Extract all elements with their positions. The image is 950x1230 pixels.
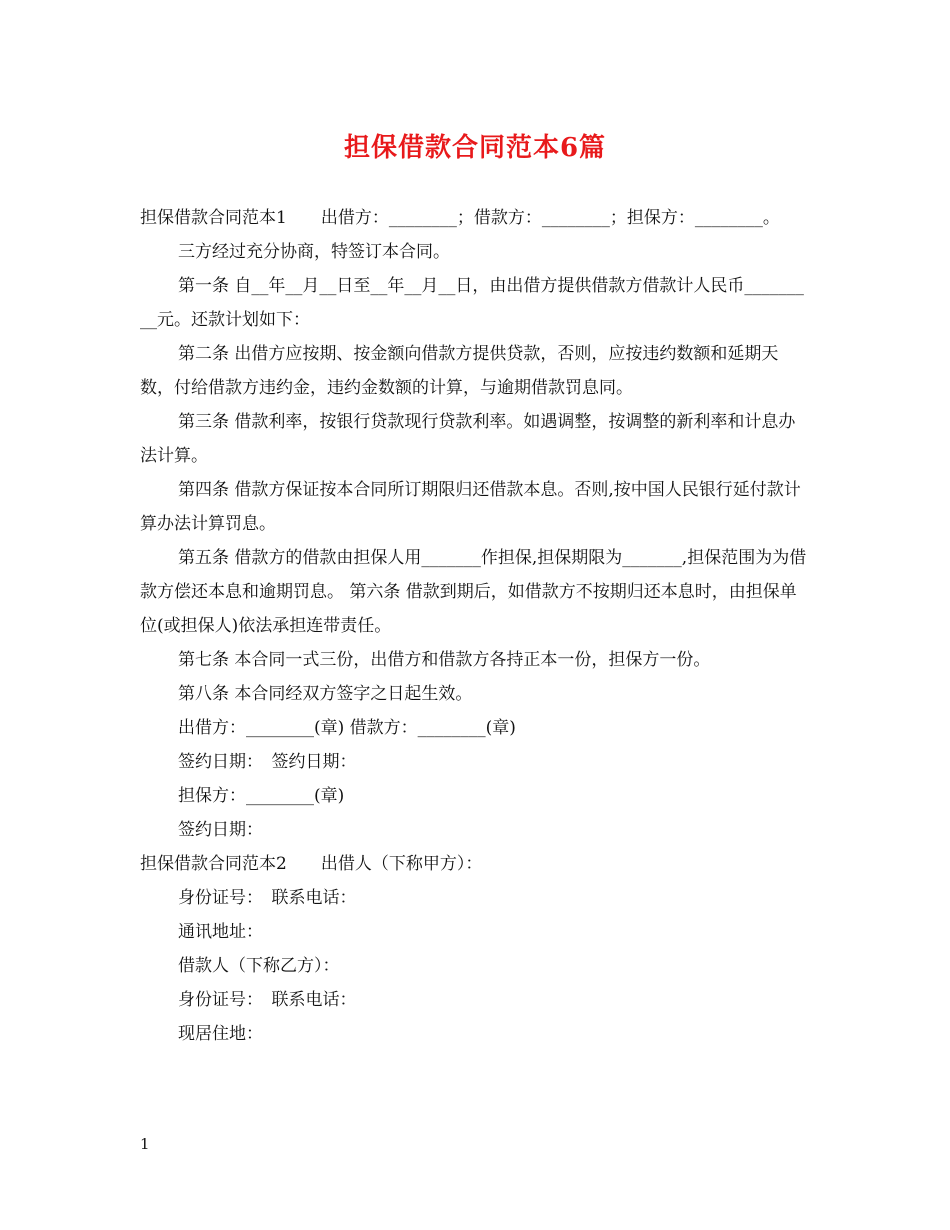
form-line: 借款人（下称乙方）：	[178, 956, 340, 976]
form-line: 身份证号： 联系电话：	[178, 888, 357, 908]
paragraph-article-5-6: 第五条 借款方的借款由担保人用_______作担保,担保期限为_______,担保范围为为借款方偿还本息和逾期罚息。 第六条 借款到期后，如借款方不按期归还本息时，由担保单位(或担保人)依法承担连带责任。	[140, 548, 807, 636]
form-line: 现居住地：	[178, 1024, 263, 1044]
document-body	[140, 201, 812, 1051]
paragraph-article-3: 第三条 借款利率，按银行贷款现行贷款利率。如遇调整，按调整的新利率和计息办法计算。	[140, 412, 796, 466]
paragraph-template-2-heading: 担保借款合同范本2 出借人（下称甲方）：	[140, 854, 483, 874]
paragraph-article-8: 第八条 本合同经双方签字之日起生效。	[178, 684, 473, 704]
paragraph: 三方经过充分协商，特签订本合同。	[178, 242, 450, 262]
signature-date-line: 签约日期： 签约日期：	[178, 752, 357, 772]
paragraph-article-4: 第四条 借款方保证按本合同所订期限归还借款本息。否则,按中国人民银行延付款计算办法计算罚息。	[140, 480, 801, 534]
paragraph-article-1: 第一条 自__年__月__日至__年__月__日，由出借方提供借款方借款计人民币_________元。还款计划如下：	[140, 276, 804, 330]
form-line: 身份证号： 联系电话：	[178, 990, 357, 1010]
signature-line: 出借方：________(章) 借款方：________(章)	[178, 718, 516, 738]
paragraph-article-2: 第二条 出借方应按期、按金额向借款方提供贷款，否则，应按违约数额和延期天数，付给借款方违约金，违约金数额的计算，与逾期借款罚息同。	[140, 344, 779, 398]
paragraph-article-7: 第七条 本合同一式三份，出借方和借款方各持正本一份，担保方一份。	[178, 650, 711, 670]
form-line: 通讯地址：	[178, 922, 263, 942]
guarantor-signature-line: 担保方：________(章)	[178, 786, 345, 806]
guarantor-date-line: 签约日期：	[178, 820, 263, 840]
document-title: 担保借款合同范本6篇	[343, 133, 607, 163]
paragraph: 担保借款合同范本1 出借方：________；借款方：________；担保方：________。	[140, 208, 780, 228]
page-number: 1	[140, 1135, 150, 1153]
